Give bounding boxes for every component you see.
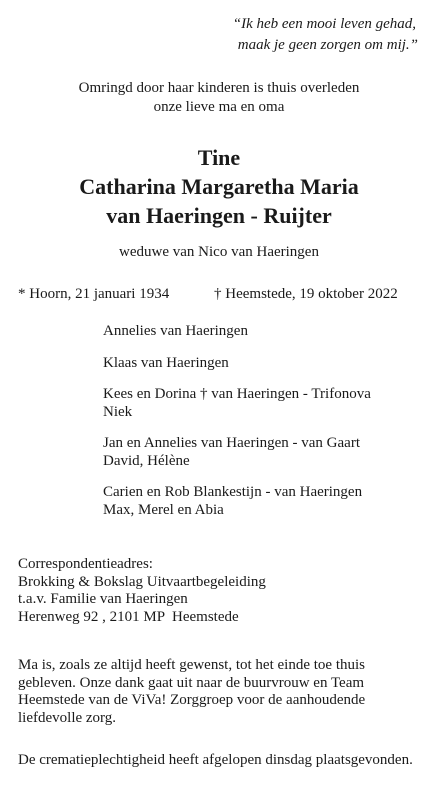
intro-line-1: Omringd door haar kinderen is thuis overleden: [78, 80, 360, 96]
family-line: David, Hélène: [103, 452, 190, 469]
correspondence-address: [18, 556, 266, 626]
correspondence-heading: Correspondentieadres:: [18, 556, 153, 572]
widow-of: weduwe van Nico van Haeringen: [119, 244, 319, 260]
death-date: † Heemstede, 19 oktober 2022: [214, 286, 398, 302]
family-line: Jan en Annelies van Haeringen - van Gaart: [103, 435, 360, 451]
quote-line-1: “Ik heb een mooi leven gehad,: [232, 16, 417, 32]
deceased-surname: van Haeringen - Ruijter: [106, 203, 332, 228]
family-group: [103, 323, 371, 341]
life-dates: [18, 285, 398, 304]
cremation-paragraph: De crematieplechtigheid heeft afgelopen dinsdag plaatsgevonden.: [18, 752, 413, 768]
intro-text: [0, 79, 438, 117]
family-line: Annelies van Haeringen: [103, 323, 248, 339]
correspondence-line-1: Brokking & Bokslag Uitvaartbegeleiding: [18, 573, 266, 590]
deceased-full-names: Catharina Margaretha Maria: [79, 174, 359, 199]
family-group: [103, 355, 371, 373]
family-line: Carien en Rob Blankestijn - van Haeringen: [103, 484, 363, 500]
thanks-paragraph: Ma is, zoals ze altijd heeft gewenst, tot het einde toe thuis gebleven. Onze dank gaat uit naar de buurvrouw en Team Heemstede van de ViVa! Zorggroep voor de aanhoudende liefdevolle zorg.: [18, 657, 366, 726]
epigraph-quote: [233, 14, 418, 56]
quote-line-2: maak je geen zorgen om mij.”: [237, 37, 418, 53]
deceased-first-name: Tine: [197, 145, 241, 170]
family-group: [103, 386, 371, 421]
intro-line-2: onze lieve ma en oma: [153, 99, 285, 115]
family-line: Klaas van Haeringen: [103, 354, 229, 371]
birth-date: * Hoorn, 21 januari 1934: [18, 286, 170, 302]
correspondence-line-2: t.a.v. Familie van Haeringen: [18, 591, 188, 607]
correspondence-line-3: Herenweg 92 , 2101 MP Heemstede: [18, 608, 239, 625]
family-group: [103, 484, 371, 519]
family-line: Max, Merel en Abia: [103, 501, 224, 518]
family-list: [103, 323, 371, 533]
family-line: Niek: [103, 403, 133, 420]
family-line: Kees en Dorina † van Haeringen - Trifonova: [103, 386, 371, 402]
family-group: [103, 435, 371, 470]
deceased-name: [0, 143, 438, 230]
